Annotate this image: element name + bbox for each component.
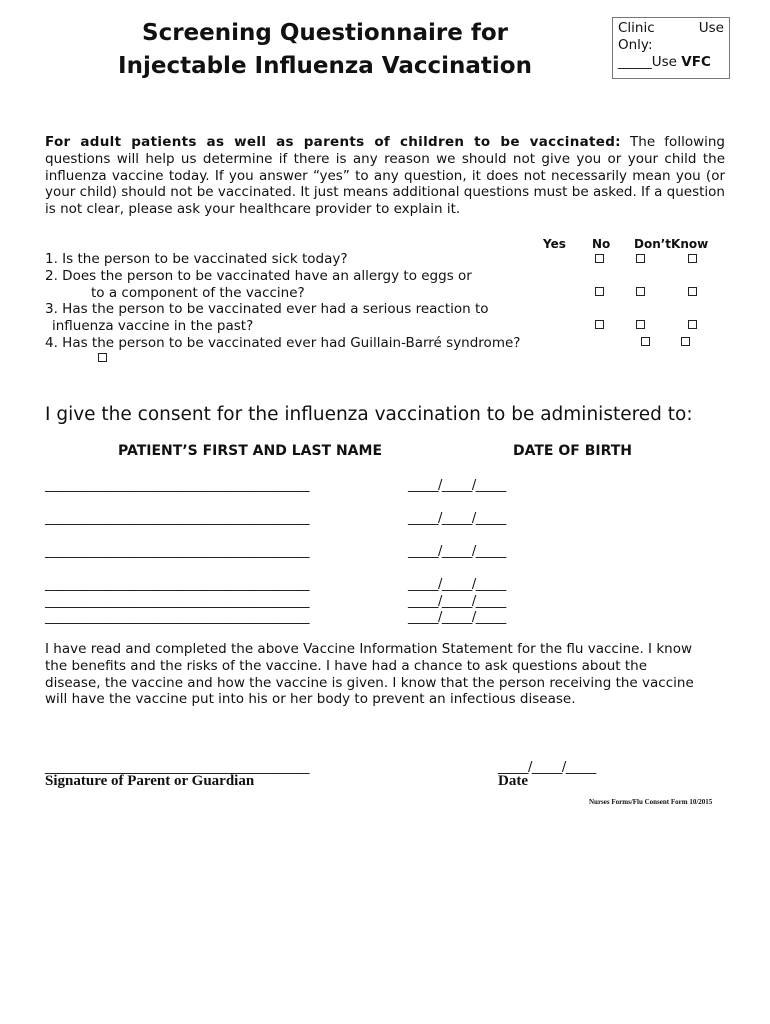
clinic-label: Clinic <box>618 20 655 36</box>
dob-line-6[interactable]: _____/_____/_____ <box>408 610 506 625</box>
consent-statement: I have read and completed the above Vaccine Information Statement for the flu vaccine. I know the benefits and the risks of the vaccine. I have had a chance to ask questions about the disease, the vaccine and how the vaccine is given. I know that the person receiving the vaccine will have the vaccine put into his or her body to prevent an infectious disease. <box>45 641 694 708</box>
form-title-line2: Injectable Influenza Vaccination <box>118 53 532 79</box>
question-3-cont: influenza vaccine in the past? <box>52 318 254 334</box>
signature-line[interactable]: ____________________________________________ <box>45 760 309 775</box>
intro-text: The following questions will help us determine if there is any reason we should not give you or your child the influenza vaccine today. If you answer “yes” to any question, it does not necessarily mean you (or your child) should not be vaccinated. It just means additional questions must be asked. If a question is not clear, please ask your healthcare provider to explain it. <box>45 134 725 218</box>
dob-line-4[interactable]: _____/_____/_____ <box>408 577 506 592</box>
q1-yes-checkbox[interactable] <box>595 254 604 263</box>
intro-bold: For adult patients as well as parents of children to be vaccinated: <box>45 134 621 150</box>
q2-yes-checkbox[interactable] <box>595 287 604 296</box>
q4-dont-know-checkbox[interactable] <box>98 353 107 362</box>
question-1: 1. Is the person to be vaccinated sick today? <box>45 251 348 267</box>
patient-name-header: PATIENT’S FIRST AND LAST NAME <box>118 443 383 459</box>
q2-dont-know-checkbox[interactable] <box>688 287 697 296</box>
q3-no-checkbox[interactable] <box>636 320 645 329</box>
only-label: Only: <box>618 37 653 53</box>
dob-line-1[interactable]: _____/_____/_____ <box>408 478 506 493</box>
column-yes: Yes <box>543 237 566 251</box>
question-3: 3. Has the person to be vaccinated ever had a serious reaction to <box>45 301 489 317</box>
intro-paragraph <box>45 134 725 218</box>
signature-date-label: Date <box>498 773 528 789</box>
signature-label: Signature of Parent or Guardian <box>45 773 255 789</box>
form-footer: Nurses Forms/Flu Consent Form 10/2015 <box>589 798 713 806</box>
q1-no-checkbox[interactable] <box>636 254 645 263</box>
question-4: 4. Has the person to be vaccinated ever had Guillain-Barré syndrome? <box>45 335 521 351</box>
vfc-label: VFC <box>681 54 711 70</box>
signature-date-line[interactable]: _____/_____/_____ <box>498 760 596 775</box>
date-of-birth-header: DATE OF BIRTH <box>513 443 632 459</box>
patient-name-line-6[interactable]: ____________________________________________ <box>45 610 309 625</box>
clinic-use-box <box>612 17 730 79</box>
patient-name-line-5[interactable]: ____________________________________________ <box>45 594 309 609</box>
consent-title: I give the consent for the influenza vaccination to be administered to: <box>45 404 693 425</box>
column-no: No <box>592 237 611 251</box>
patient-name-line-3[interactable]: ____________________________________________ <box>45 544 309 559</box>
dob-line-2[interactable]: _____/_____/_____ <box>408 511 506 526</box>
use-label: Use <box>698 20 724 36</box>
q2-no-checkbox[interactable] <box>636 287 645 296</box>
q3-dont-know-checkbox[interactable] <box>688 320 697 329</box>
q1-dont-know-checkbox[interactable] <box>688 254 697 263</box>
column-dont-know: Don’tKnow <box>634 237 709 251</box>
dob-line-5[interactable]: _____/_____/_____ <box>408 594 506 609</box>
q4-yes-checkbox[interactable] <box>641 337 650 346</box>
q4-no-checkbox[interactable] <box>681 337 690 346</box>
question-2: 2. Does the person to be vaccinated have an allergy to eggs or <box>45 268 472 284</box>
dob-line-3[interactable]: _____/_____/_____ <box>408 544 506 559</box>
q3-yes-checkbox[interactable] <box>595 320 604 329</box>
patient-name-line-1[interactable]: ____________________________________________ <box>45 478 309 493</box>
patient-name-line-4[interactable]: ____________________________________________ <box>45 577 309 592</box>
patient-name-line-2[interactable]: ____________________________________________ <box>45 511 309 526</box>
question-2-cont: to a component of the vaccine? <box>91 285 305 301</box>
vfc-blank[interactable]: _____Use <box>618 54 677 70</box>
form-title-line1: Screening Questionnaire for <box>142 20 508 46</box>
